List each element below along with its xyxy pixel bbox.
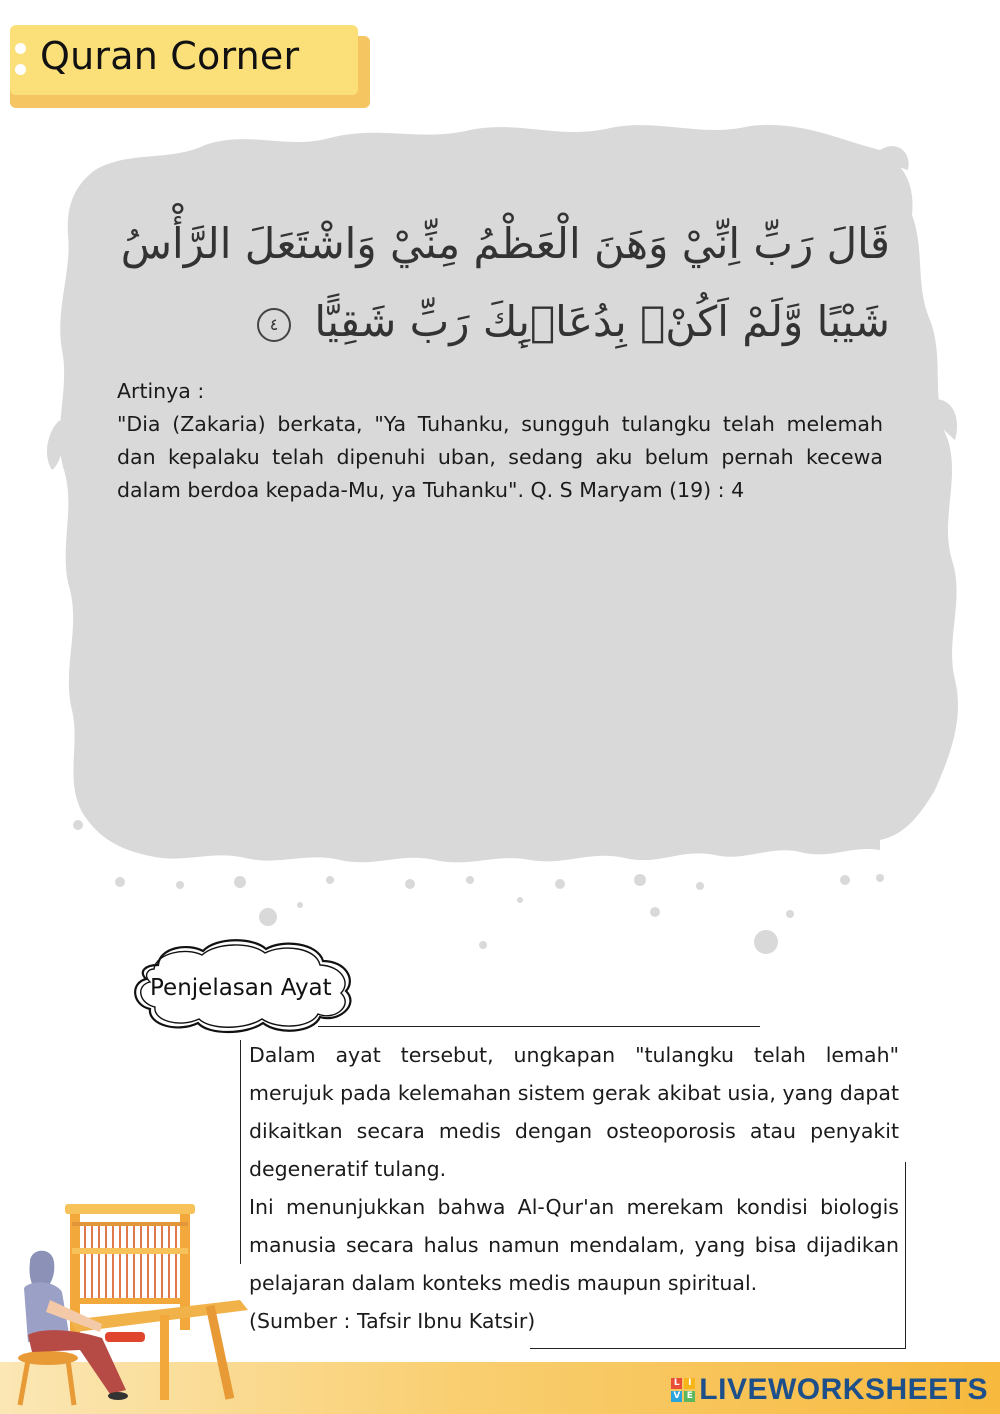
badge-letter-i: I [684,1378,695,1389]
explanation-body [249,1036,899,1340]
verse-meaning [117,375,883,507]
frame-line-top [318,1026,760,1027]
page-title: Quran Corner [40,34,300,78]
badge-letter-e: E [684,1391,695,1402]
frame-line-right [905,1162,906,1348]
liveworksheets-logo [671,1372,988,1408]
arabic-verse-text: قَالَ رَبِّ اِنِّيْ وَهَنَ الْعَظْمُ مِنِّيْ وَاشْتَعَلَ الرَّأْسُ شَيْبًا وَّلَمْ اَكُنْۢ بِدُعَاۤىِٕكَ رَبِّ شَقِيًّا [120,219,890,346]
explanation-paragraph-2: Ini menunjukkan bahwa Al-Qur'an merekam kondisi biologis manusia secara halus namun mendalam, yang bisa dijadikan pelajaran dalam konteks medis maupun spiritual. [249,1195,899,1295]
weaver-at-loom-illustration [10,1200,260,1410]
badge-letter-v: V [671,1391,682,1402]
frame-line-bottom [530,1348,906,1349]
explanation-source: (Sumber : Tafsir Ibnu Katsir) [249,1309,536,1333]
explanation-heading: Penjelasan Ayat [150,975,332,1001]
liveworksheets-badge-icon [671,1378,695,1402]
arabic-verse [110,205,890,361]
meaning-text: "Dia (Zakaria) berkata, "Ya Tuhanku, sungguh tulangku telah melemah dan kepalaku telah dipenuhi uban, sedang aku belum pernah kecewa dalam berdoa kepada-Mu, ya Tuhanku". Q. S Maryam (19) : 4 [117,412,883,502]
explanation-paragraph-1: Dalam ayat tersebut, ungkapan "tulangku telah lemah" merujuk pada kelemahan sistem gerak akibat usia, yang dapat dikaitkan secara medis dengan osteoporosis atau penyakit degeneratif tulang. [249,1043,899,1181]
liveworksheets-wordmark: LIVEWORKSHEETS [699,1373,988,1406]
ayah-number-marker: ٤ [257,308,291,342]
badge-letter-l: L [671,1378,682,1389]
meaning-label: Artinya : [117,379,205,403]
